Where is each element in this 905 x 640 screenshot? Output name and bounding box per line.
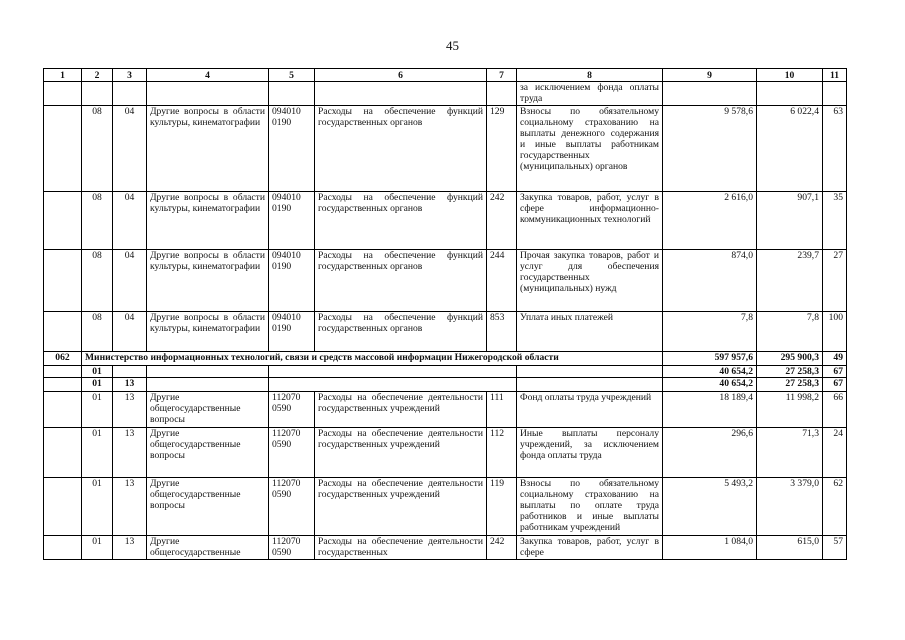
- item-description-cell: Уплата иных платежей: [517, 312, 663, 352]
- section-code-cell: 01: [82, 366, 113, 378]
- subsection-code-cell: 13: [113, 378, 147, 392]
- section-code-cell: 01: [82, 378, 113, 392]
- item-description-cell: Закупка товаров, работ, услуг в сфере: [517, 536, 663, 560]
- article-name-cell: Расходы на обеспечение функций государственных органов: [315, 250, 487, 312]
- amount-plan-cell: 7,8: [663, 312, 757, 352]
- amount-plan-cell: [663, 82, 757, 106]
- table-row: [44, 392, 847, 428]
- subsection-code-cell: 13: [113, 428, 147, 478]
- section-code-cell: 08: [82, 192, 113, 250]
- table-row: [44, 250, 847, 312]
- item-description-cell: Взносы по обязательному социальному страхованию на выплаты по оплате труда работников и иные выплаты работникам учреждений: [517, 478, 663, 536]
- section-code-cell: 01: [82, 392, 113, 428]
- percent-cell: 66: [823, 392, 847, 428]
- section-name-cell: Другие вопросы в области культуры, кинематографии: [147, 106, 269, 192]
- table-row: [44, 312, 847, 352]
- header-cell: 2: [82, 69, 113, 82]
- item-description-cell: Фонд оплаты труда учреждений: [517, 392, 663, 428]
- section-code-cell: 01: [82, 478, 113, 536]
- amount-plan-cell: 597 957,6: [663, 352, 757, 366]
- target-article-cell: 112070 0590: [269, 392, 315, 428]
- section-name-cell: Другие вопросы в области культуры, кинематографии: [147, 312, 269, 352]
- subsection-code-cell: 13: [113, 536, 147, 560]
- header-cell: 9: [663, 69, 757, 82]
- page-number: 45: [446, 38, 459, 53]
- percent-cell: 67: [823, 366, 847, 378]
- percent-cell: 35: [823, 192, 847, 250]
- header-row: [44, 69, 847, 82]
- subsection-code-cell: 04: [113, 312, 147, 352]
- c7-cell: [487, 82, 517, 106]
- section-code-cell: 08: [82, 106, 113, 192]
- amount-plan-cell: 5 493,2: [663, 478, 757, 536]
- header-cell: 8: [517, 69, 663, 82]
- expense-type-cell: 242: [487, 192, 517, 250]
- c3-cell: [113, 366, 147, 378]
- header-cell: 10: [757, 69, 823, 82]
- budget-table: [43, 68, 847, 560]
- table-row: [44, 378, 847, 392]
- amount-actual-cell: 6 022,4: [757, 106, 823, 192]
- item-description-cell: Иные выплаты персоналу учреждений, за исключением фонда оплаты труда: [517, 428, 663, 478]
- amount-actual-cell: 7,8: [757, 312, 823, 352]
- table-row: [44, 428, 847, 478]
- article-name-cell: Расходы на обеспечение деятельности государственных учреждений: [315, 478, 487, 536]
- amount-actual-cell: 615,0: [757, 536, 823, 560]
- header-cell: 7: [487, 69, 517, 82]
- amount-plan-cell: 296,6: [663, 428, 757, 478]
- c1-cell: [44, 250, 82, 312]
- amount-plan-cell: 1 084,0: [663, 536, 757, 560]
- section-code-cell: 01: [82, 536, 113, 560]
- c5-cell: [269, 82, 315, 106]
- subsection-code-cell: 04: [113, 106, 147, 192]
- c5-7-cell: [269, 378, 517, 392]
- target-article-cell: 094010 0190: [269, 250, 315, 312]
- c4-cell: [147, 378, 269, 392]
- c1-cell: [44, 536, 82, 560]
- percent-cell: 100: [823, 312, 847, 352]
- table-row: [44, 192, 847, 250]
- amount-actual-cell: [757, 82, 823, 106]
- amount-actual-cell: 907,1: [757, 192, 823, 250]
- section-name-cell: Другие общегосударственные вопросы: [147, 428, 269, 478]
- expense-type-cell: 129: [487, 106, 517, 192]
- table-row: [44, 478, 847, 536]
- target-article-cell: 094010 0190: [269, 192, 315, 250]
- header-cell: 4: [147, 69, 269, 82]
- section-code-cell: 08: [82, 312, 113, 352]
- c1-cell: [44, 478, 82, 536]
- ministry-code-cell: 062: [44, 352, 82, 366]
- amount-actual-cell: 239,7: [757, 250, 823, 312]
- expense-type-cell: 244: [487, 250, 517, 312]
- percent-cell: 67: [823, 378, 847, 392]
- amount-actual-cell: 27 258,3: [757, 366, 823, 378]
- target-article-cell: 112070 0590: [269, 478, 315, 536]
- c1-cell: [44, 82, 82, 106]
- article-name-cell: Расходы на обеспечение деятельности государственных учреждений: [315, 428, 487, 478]
- header-cell: 6: [315, 69, 487, 82]
- c5-7-cell: [269, 366, 517, 378]
- expense-type-cell: 112: [487, 428, 517, 478]
- article-name-cell: Расходы на обеспечение функций государственных органов: [315, 106, 487, 192]
- section-name-cell: Другие общегосударственные вопросы: [147, 478, 269, 536]
- header-cell: 11: [823, 69, 847, 82]
- c1-cell: [44, 106, 82, 192]
- expense-type-cell: 853: [487, 312, 517, 352]
- target-article-cell: 112070 0590: [269, 536, 315, 560]
- target-article-cell: 094010 0190: [269, 312, 315, 352]
- article-name-cell: Расходы на обеспечение функций государственных органов: [315, 312, 487, 352]
- header-cell: 1: [44, 69, 82, 82]
- section-name-cell: Другие вопросы в области культуры, кинематографии: [147, 192, 269, 250]
- subsection-code-cell: 13: [113, 478, 147, 536]
- amount-actual-cell: 27 258,3: [757, 378, 823, 392]
- section-name-cell: Другие вопросы в области культуры, кинематографии: [147, 250, 269, 312]
- target-article-cell: 094010 0190: [269, 106, 315, 192]
- c1-cell: [44, 428, 82, 478]
- amount-actual-cell: 71,3: [757, 428, 823, 478]
- table-row: [44, 82, 847, 106]
- section-name-cell: Другие общегосударственные: [147, 536, 269, 560]
- section-name-cell: Другие общегосударственные вопросы: [147, 392, 269, 428]
- c8-cell: [517, 366, 663, 378]
- c1-cell: [44, 312, 82, 352]
- amount-plan-cell: 40 654,2: [663, 378, 757, 392]
- percent-cell: 63: [823, 106, 847, 192]
- header-cell: 5: [269, 69, 315, 82]
- c2-cell: [82, 82, 113, 106]
- table-row: [44, 366, 847, 378]
- subsection-code-cell: 04: [113, 250, 147, 312]
- table-row: [44, 536, 847, 560]
- amount-actual-cell: 11 998,2: [757, 392, 823, 428]
- c6-cell: [315, 82, 487, 106]
- section-code-cell: 01: [82, 428, 113, 478]
- subsection-code-cell: 13: [113, 392, 147, 428]
- percent-cell: 49: [823, 352, 847, 366]
- amount-actual-cell: 3 379,0: [757, 478, 823, 536]
- item-description-cell: за исключением фонда оплаты труда: [517, 82, 663, 106]
- expense-type-cell: 119: [487, 478, 517, 536]
- c1-cell: [44, 366, 82, 378]
- amount-actual-cell: 295 900,3: [757, 352, 823, 366]
- c1-cell: [44, 392, 82, 428]
- expense-type-cell: 242: [487, 536, 517, 560]
- article-name-cell: Расходы на обеспечение деятельности государственных учреждений: [315, 392, 487, 428]
- c8-cell: [517, 378, 663, 392]
- item-description-cell: Взносы по обязательному социальному страхованию на выплаты денежного содержания и иные выплаты работникам государственных (муниципальных) органов: [517, 106, 663, 192]
- target-article-cell: 112070 0590: [269, 428, 315, 478]
- item-description-cell: Закупка товаров, работ, услуг в сфере информационно-коммуникационных технологий: [517, 192, 663, 250]
- article-name-cell: Расходы на обеспечение функций государственных органов: [315, 192, 487, 250]
- percent-cell: 57: [823, 536, 847, 560]
- amount-plan-cell: 18 189,4: [663, 392, 757, 428]
- header-cell: 3: [113, 69, 147, 82]
- section-code-cell: 08: [82, 250, 113, 312]
- expense-type-cell: 111: [487, 392, 517, 428]
- percent-cell: 62: [823, 478, 847, 536]
- table-row: [44, 106, 847, 192]
- item-description-cell: Прочая закупка товаров, работ и услуг для обеспечения государственных (муниципальных) нужд: [517, 250, 663, 312]
- amount-plan-cell: 40 654,2: [663, 366, 757, 378]
- table-row: [44, 352, 847, 366]
- ministry-name-cell: Министерство информационных технологий, связи и средств массовой информации Нижегородской области: [82, 352, 663, 366]
- amount-plan-cell: 874,0: [663, 250, 757, 312]
- c1-cell: [44, 378, 82, 392]
- article-name-cell: Расходы на обеспечение деятельности государственных: [315, 536, 487, 560]
- c4-cell: [147, 82, 269, 106]
- percent-cell: 24: [823, 428, 847, 478]
- percent-cell: [823, 82, 847, 106]
- percent-cell: 27: [823, 250, 847, 312]
- amount-plan-cell: 9 578,6: [663, 106, 757, 192]
- subsection-code-cell: 04: [113, 192, 147, 250]
- c3-cell: [113, 82, 147, 106]
- amount-plan-cell: 2 616,0: [663, 192, 757, 250]
- c1-cell: [44, 192, 82, 250]
- c4-cell: [147, 366, 269, 378]
